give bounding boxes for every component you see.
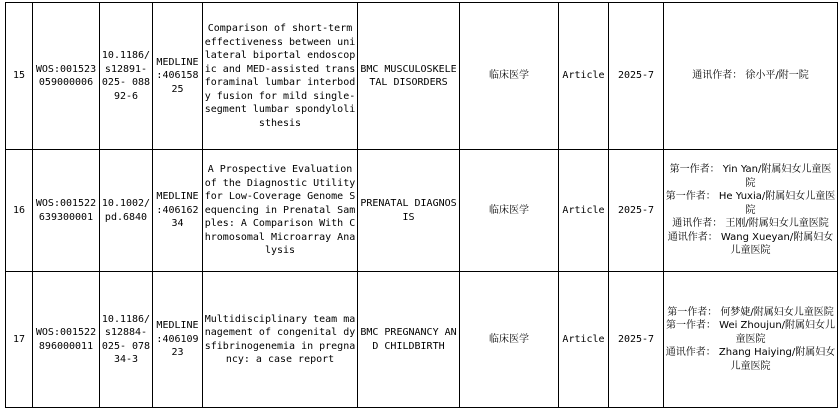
author-list (664, 3, 838, 150)
article-title: A Prospective Evaluation of the Diagnostic Utility for Low-Coverage Genome Sequencing in Prenatal Samples: A Comparison With Chromosomal Microarray Analysis (203, 150, 358, 272)
document-type: Article (559, 3, 609, 150)
author-entry: 第一作者： 何梦婕/附属妇女儿童医院 (667, 306, 834, 318)
medline-id: MEDLINE :406158 25 (153, 3, 203, 150)
medline-id: MEDLINE :406109 23 (153, 272, 203, 408)
doi: 10.1186/ s12884- 025- 07834-3 (100, 272, 153, 408)
table-row (6, 3, 838, 150)
publish-date: 2025-7 (609, 150, 664, 272)
doi: 10.1002/ pd.6840 (100, 150, 153, 272)
journal-name: BMC MUSCULOSKELETAL DISORDERS (358, 3, 460, 150)
author-entry: 通讯作者： 徐小平/附一院 (692, 70, 809, 82)
author-entry: 通讯作者： Wang Xueyan/附属妇女儿童医院 (667, 231, 834, 257)
row-number: 17 (6, 272, 33, 408)
article-title: Comparison of short-term effectiveness between unilateral biportal endoscopic and MED-assisted transforaminal lumbar interbody fusion for mild single-segment lumbar spondylolisthesis (203, 3, 358, 150)
table-row (6, 150, 838, 272)
author-entry: 第一作者： Wei Zhoujun/附属妇女儿童医院 (665, 320, 836, 345)
medline-id: MEDLINE :406162 34 (153, 150, 203, 272)
article-title: Multidisciplinary team management of congenital dysfibrinogenemia in pregnancy: a case report (203, 272, 358, 408)
document-type: Article (559, 150, 609, 272)
author-entry: 通讯作者： 王刚/附属妇女儿童医院 (672, 218, 829, 230)
author-entry: 第一作者： Yin Yan/附属妇女儿童医院 (669, 164, 832, 189)
author-entry: 第一作者： He Yuxia/附属妇女儿童医院 (665, 191, 836, 216)
subject-category: 临床医学 (460, 150, 559, 272)
table-row (6, 272, 838, 408)
doi: 10.1186/ s12891- 025- 08892-6 (100, 3, 153, 150)
author-list (664, 150, 838, 272)
subject-category: 临床医学 (460, 3, 559, 150)
journal-name: BMC PREGNANCY AND CHILDBIRTH (358, 272, 460, 408)
wos-id: WOS:001523 059000006 (33, 3, 100, 150)
publish-date: 2025-7 (609, 3, 664, 150)
subject-category: 临床医学 (460, 272, 559, 408)
author-list (664, 272, 838, 408)
row-number: 16 (6, 150, 33, 272)
journal-name: PRENATAL DIAGNOSIS (358, 150, 460, 272)
wos-id: WOS:001522 639300001 (33, 150, 100, 272)
author-entry: 通讯作者： Zhang Haiying/附属妇女儿童医院 (665, 347, 836, 372)
wos-id: WOS:001522 896000011 (33, 272, 100, 408)
document-type: Article (559, 272, 609, 408)
publish-date: 2025-7 (609, 272, 664, 408)
row-number: 15 (6, 3, 33, 150)
publication-table (5, 2, 838, 408)
